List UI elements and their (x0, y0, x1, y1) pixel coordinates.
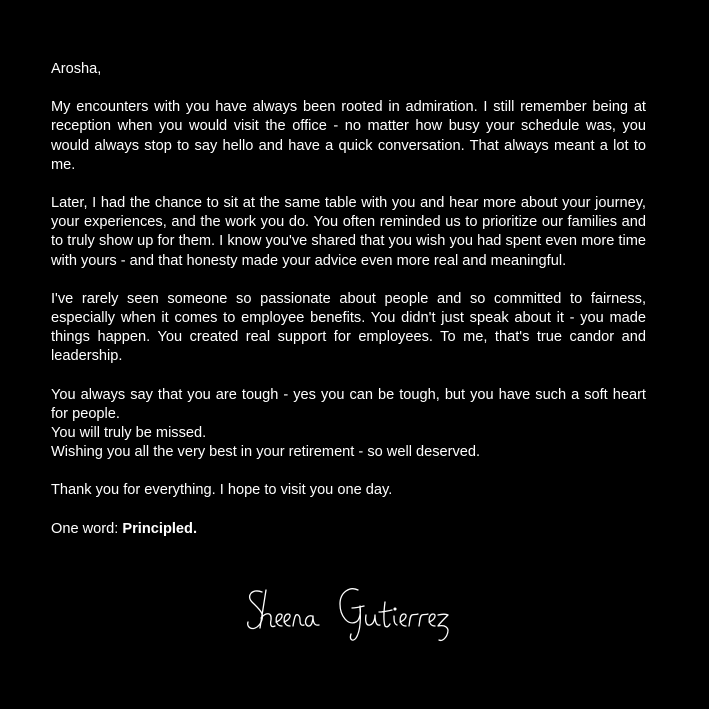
one-word-value: Principled. (122, 520, 197, 537)
one-word-line (51, 520, 646, 539)
signature (240, 578, 460, 648)
closing-line-3: Wishing you all the very best in your retirement - so well deserved. (51, 444, 481, 461)
paragraph-2: Later, I had the chance to sit at the same table with you and hear more about your journey, your experiences, and the work you do. You often reminded us to prioritize our families and to truly show up for them. I know you've shared that you wish you had spent even more time with yours - and that honesty made your advice even more real and meaningful. (51, 195, 646, 269)
thanks-line: Thank you for everything. I hope to visit you one day. (51, 482, 393, 499)
signature-graphic (240, 578, 460, 648)
one-word-label: One word: (51, 520, 123, 537)
paragraph-3: I've rarely seen someone so passionate about people and so committed to fairness, especially when it comes to employee benefits. You didn't just speak about it - you made things happen. You created real support for employees. To me, that's true candor and leadership. (51, 290, 646, 365)
closing-line-2: You will truly be missed. (51, 425, 207, 442)
closing-line-1: You always say that you are tough - yes you can be tough, but you have such a soft heart for people. (51, 386, 646, 422)
paragraph-1: My encounters with you have always been rooted in admiration. I still remember being at reception when you would visit the office - no matter how busy your schedule was, you would always stop to say hello and have a quick conversation. That always meant a lot to me. (51, 99, 646, 173)
salutation: Arosha, (51, 61, 102, 77)
letter-body (51, 60, 646, 558)
